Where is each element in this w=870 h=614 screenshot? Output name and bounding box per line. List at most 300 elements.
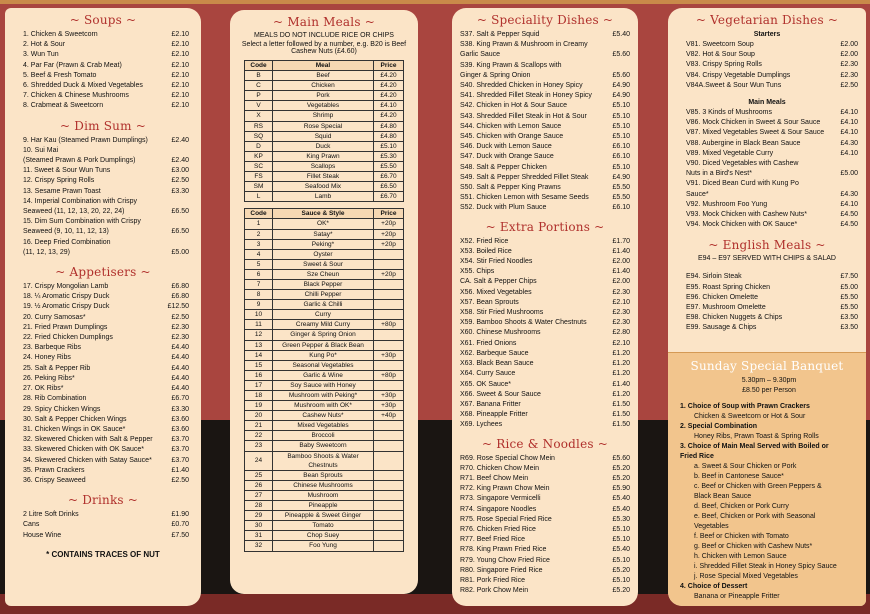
item-name: 19. ½ Aromatic Crispy Duck (23, 303, 110, 311)
menu-item (23, 292, 189, 302)
table-cell: 18 (245, 391, 273, 401)
table-row (245, 91, 404, 101)
main-note-rice: MEALS DO NOT INCLUDE RICE OR CHIPS (254, 32, 394, 39)
table-cell: Scallops (273, 161, 374, 171)
soups-list (5, 30, 201, 112)
banquet-line: Chicken & Sweetcorn or Hot & Sour (694, 413, 806, 420)
drinks-list (5, 510, 201, 541)
menu-item (460, 61, 630, 71)
item-price: £5.60 (612, 454, 630, 462)
item-name: X63. Black Bean Sauce (460, 360, 534, 368)
item-name: X65. OK Sauce* (460, 380, 511, 388)
item-name: S40. Shredded Chicken in Honey Spicy (460, 82, 583, 90)
item-name: E98. Chicken Nuggets & Chips (686, 314, 783, 322)
item-name: 15. Dim Sum Combination with Crispy (23, 218, 141, 226)
table-cell: Peking* (273, 239, 374, 249)
item-name: X59. Bamboo Shoots & Water Chestnuts (460, 319, 587, 327)
item-name: R81. Pork Fried Rice (460, 576, 525, 584)
menu-item (23, 61, 189, 71)
nut-note: * CONTAINS TRACES OF NUT (46, 549, 160, 559)
item-price: £3.00 (171, 167, 189, 175)
table-row (245, 320, 404, 330)
item-price (163, 197, 189, 207)
table-cell: Broccoli (273, 431, 374, 441)
table-cell: Soy Sauce with Honey (273, 380, 374, 390)
item-price: £1.40 (612, 380, 630, 388)
item-name: V87. Mixed Vegetables Sweet & Sour Sauce (686, 129, 825, 137)
table-cell (374, 279, 404, 289)
menu-item (460, 515, 630, 525)
menu-item (23, 71, 189, 81)
table-cell: Pineapple & Sweet Ginger (273, 511, 374, 521)
table-row (245, 81, 404, 91)
table-row (245, 219, 404, 229)
menu-item (23, 353, 189, 363)
item-price: £2.10 (171, 82, 189, 90)
menu-item (686, 272, 858, 282)
item-price: £2.30 (171, 334, 189, 342)
menu-item (460, 369, 630, 379)
table-row (245, 121, 404, 131)
menu-item (460, 545, 630, 555)
item-name: R73. Singapore Vermicelli (460, 495, 541, 503)
item-name: X56. Mixed Vegetables (460, 288, 532, 296)
item-price: £4.50 (840, 221, 858, 229)
item-name: 10. Sui Mai (23, 146, 59, 154)
table-row (245, 111, 404, 121)
table-cell: Vegetables (273, 101, 374, 111)
item-price: £1.40 (612, 247, 630, 255)
item-name: S47. Duck with Orange Sauce (460, 153, 554, 161)
menu-item (460, 122, 630, 132)
table-cell: Rose Special (273, 121, 374, 131)
meal-table (244, 60, 404, 202)
item-price: £5.10 (612, 556, 630, 564)
item-name: V93. Mock Chicken with Cashew Nuts* (686, 211, 807, 219)
table-cell (374, 490, 404, 500)
menu-item (23, 333, 189, 343)
table-cell: 22 (245, 431, 273, 441)
item-price: £2.10 (171, 92, 189, 100)
item-name: 16. Deep Fried Combination (23, 238, 111, 246)
table-cell: Tomato (273, 521, 374, 531)
menu-item (460, 328, 630, 338)
table-cell: 14 (245, 350, 273, 360)
table-row (245, 501, 404, 511)
item-price (832, 179, 858, 189)
item-price: £2.50 (171, 177, 189, 185)
veg-mains-list (668, 108, 866, 230)
menu-item (23, 323, 189, 333)
menu-item (23, 343, 189, 353)
menu-item (23, 466, 189, 476)
menu-item (686, 40, 858, 50)
item-name: 21. Fried Prawn Dumplings (23, 323, 108, 331)
menu-item (23, 156, 189, 166)
item-name: 1. Chicken & Sweetcorn (23, 31, 98, 38)
table-cell: £5.30 (374, 151, 404, 161)
menu-item (460, 152, 630, 162)
menu-item (460, 91, 630, 101)
item-name: R70. Chicken Chow Mein (460, 464, 539, 472)
item-name: House Wine (23, 531, 62, 539)
menu-item (23, 187, 189, 197)
item-price: £5.60 (612, 71, 630, 79)
menu-item (460, 556, 630, 566)
table-cell (374, 451, 404, 470)
menu-item (686, 293, 858, 303)
item-name: 17. Crispy Mongolian Lamb (23, 283, 109, 291)
panel-starters (5, 8, 201, 606)
menu-item (460, 566, 630, 576)
item-name: S45. Chicken with Orange Sauce (460, 133, 564, 141)
table-row (245, 249, 404, 259)
item-price: £1.50 (612, 421, 630, 429)
item-price: £2.10 (612, 298, 630, 306)
item-name: 35. Prawn Crackers (23, 466, 85, 474)
table-cell (374, 259, 404, 269)
table-row (245, 451, 404, 470)
table-cell: Bamboo Shoots & Water Chestnuts (273, 451, 374, 470)
veg-mains-heading: Main Meals (748, 99, 786, 107)
item-price: £4.10 (840, 200, 858, 208)
table-cell: £4.10 (374, 101, 404, 111)
table-cell: 6 (245, 269, 273, 279)
table-cell: 15 (245, 360, 273, 370)
table-cell (374, 249, 404, 259)
menu-item (23, 136, 189, 146)
item-name: 18. ¼ Aromatic Crispy Duck (23, 293, 110, 301)
table-cell: Curry (273, 310, 374, 320)
menu-item (460, 203, 630, 213)
item-price: £1.90 (171, 511, 189, 519)
menu-item (23, 146, 189, 156)
item-name: X68. Pineapple Fritter (460, 411, 528, 419)
table-cell: SM (245, 182, 273, 192)
menu-item (23, 166, 189, 176)
table-cell: +40p (374, 411, 404, 421)
item-price: £5.50 (612, 184, 630, 192)
item-name: V83. Crispy Spring Rolls (686, 61, 762, 69)
table-cell: £6.70 (374, 192, 404, 202)
item-price: £3.70 (171, 446, 189, 454)
table-cell: Black Pepper (273, 279, 374, 289)
menu-item (460, 247, 630, 257)
item-price (832, 159, 858, 169)
item-price: £2.10 (171, 61, 189, 69)
item-price: £4.10 (840, 129, 858, 137)
panel-main-meals (230, 10, 418, 594)
item-name: 32. Skewered Chicken with Salt & Pepper (23, 436, 153, 444)
table-cell (374, 480, 404, 490)
table-row (245, 380, 404, 390)
table-cell: Baby Sweetcorn (273, 441, 374, 451)
table-cell: 3 (245, 239, 273, 249)
menu-item (460, 101, 630, 111)
item-name: 31. Chicken Wings in OK Sauce* (23, 425, 126, 433)
item-price: £0.70 (171, 521, 189, 529)
table-row (245, 470, 404, 480)
main-meals-heading: ~ Main Meals ~ (273, 15, 375, 29)
table-cell: 4 (245, 249, 273, 259)
item-name: R82. Pork Chow Mein (460, 587, 529, 595)
table-row (245, 340, 404, 350)
item-name: E99. Sausage & Chips (686, 324, 757, 332)
table-cell: Garlic & Wine (273, 370, 374, 380)
item-price: £1.20 (612, 370, 630, 378)
item-name: X67. Banana Fritter (460, 400, 521, 408)
menu-item (460, 494, 630, 504)
table-row (245, 151, 404, 161)
table-cell: £4.20 (374, 81, 404, 91)
menu-item (460, 464, 630, 474)
table-cell: Squid (273, 131, 374, 141)
item-name: 2. Hot & Sour (23, 41, 66, 49)
table-row (245, 480, 404, 490)
menu-item (686, 169, 858, 179)
menu-item (686, 50, 858, 60)
menu-item (23, 282, 189, 292)
banquet-line: Vegetables (694, 523, 729, 530)
menu-item (23, 91, 189, 101)
table-cell: +20p (374, 269, 404, 279)
table-cell: FS (245, 172, 273, 182)
item-name: 28. Rib Combination (23, 395, 87, 403)
item-name: 20. Curry Samosas* (23, 313, 86, 321)
menu-item (460, 410, 630, 420)
item-name: S52. Duck with Plum Sauce (460, 204, 547, 212)
item-name: X64. Curry Sauce (460, 370, 516, 378)
item-name: R76. Chicken Fried Rice (460, 525, 536, 533)
menu-item (686, 200, 858, 210)
item-name: X66. Sweet & Sour Sauce (460, 390, 541, 398)
menu-item (23, 394, 189, 404)
item-price: £4.50 (840, 211, 858, 219)
item-price: £5.00 (840, 170, 858, 178)
table-row (245, 269, 404, 279)
item-name: X55. Chips (460, 268, 495, 276)
menu-item (23, 445, 189, 455)
table-cell: Pork (273, 91, 374, 101)
table-cell: 27 (245, 490, 273, 500)
table-row (245, 131, 404, 141)
item-name: R80. Singapore Fried Rice (460, 566, 543, 574)
menu-item (23, 435, 189, 445)
item-name: X58. Stir Fried Mushrooms (460, 309, 544, 317)
table-cell: RS (245, 121, 273, 131)
item-price: £2.50 (840, 81, 858, 89)
menu-item (686, 220, 858, 230)
item-name: R74. Singapore Noodles (460, 505, 537, 513)
table-cell: £5.10 (374, 141, 404, 151)
menu-item (23, 30, 189, 40)
menu-item (460, 237, 630, 247)
item-name: X54. Stir Fried Noodles (460, 258, 533, 266)
table-row (245, 290, 404, 300)
table-row (245, 71, 404, 81)
item-name: V86. Mock Chicken in Sweet & Sour Sauce (686, 119, 821, 127)
menu-item (460, 380, 630, 390)
menu-item (460, 71, 630, 81)
item-name: 12. Crispy Spring Rolls (23, 177, 95, 185)
menu-item (460, 163, 630, 173)
table-cell: Pineapple (273, 501, 374, 511)
rice-heading: ~ Rice & Noodles ~ (481, 436, 609, 451)
item-price: £4.40 (171, 364, 189, 372)
table-cell (374, 501, 404, 511)
meal-col-meal: Meal (273, 61, 374, 71)
item-price: £4.30 (840, 190, 858, 198)
menu-item (686, 303, 858, 313)
table-cell: 9 (245, 300, 273, 310)
table-cell: Mushroom with OK* (273, 401, 374, 411)
item-price: £6.10 (612, 143, 630, 151)
item-price: £6.10 (612, 204, 630, 212)
item-price: £5.20 (612, 587, 630, 595)
item-price: £1.40 (171, 466, 189, 474)
item-name: X62. Barbeque Sauce (460, 349, 529, 357)
veg-starters-list (668, 40, 866, 91)
table-cell (374, 421, 404, 431)
menu-item (460, 349, 630, 359)
menu-item (23, 364, 189, 374)
item-price: £5.60 (612, 51, 630, 59)
table-cell: V (245, 101, 273, 111)
table-row (245, 401, 404, 411)
menu-item (23, 405, 189, 415)
item-name: 29. Spicy Chicken Wings (23, 405, 101, 413)
table-cell: +30p (374, 401, 404, 411)
table-cell: 11 (245, 320, 273, 330)
banquet-line: Banana or Pineapple Fritter (694, 593, 780, 600)
menu-item (686, 159, 858, 169)
item-price: £5.00 (171, 248, 189, 256)
table-cell: 10 (245, 310, 273, 320)
item-name: 2 Litre Soft Drinks (23, 511, 79, 519)
menu-item (686, 60, 858, 70)
item-price: £5.10 (612, 133, 630, 141)
menu-item (460, 339, 630, 349)
sauce-col-style: Sauce & Style (273, 209, 374, 219)
item-name: V94. Mock Chicken with OK Sauce* (686, 221, 798, 229)
menu-item (460, 390, 630, 400)
item-name: S48. Salt & Pepper Chicken (460, 163, 547, 171)
item-name: V81. Sweetcorn Soup (686, 41, 754, 48)
item-price (163, 217, 189, 227)
table-cell: 29 (245, 511, 273, 521)
item-price: £2.30 (612, 319, 630, 327)
table-cell: £6.70 (374, 172, 404, 182)
table-row (245, 172, 404, 182)
item-name: R78. King Prawn Fried Rice (460, 546, 547, 554)
table-cell: +80p (374, 370, 404, 380)
banquet-line: Fried Rice (680, 453, 714, 460)
menu-item (23, 531, 189, 541)
table-cell: C (245, 81, 273, 91)
banquet-line: b. Beef in Cantonese Sauce* (694, 473, 784, 480)
table-cell: King Prawn (273, 151, 374, 161)
banquet-line: h. Chicken with Lemon Sauce (694, 553, 787, 560)
item-price: £4.10 (840, 149, 858, 157)
menu-item (23, 50, 189, 60)
table-cell: Garlic & Chilli (273, 300, 374, 310)
table-cell: D (245, 141, 273, 151)
appetisers-heading: ~ Appetisers ~ (55, 265, 151, 280)
item-price: £3.50 (840, 314, 858, 322)
table-cell: Cashew Nuts* (273, 411, 374, 421)
table-row (245, 279, 404, 289)
table-cell: +30p (374, 391, 404, 401)
table-cell: P (245, 91, 273, 101)
item-price: £5.10 (612, 122, 630, 130)
item-name: 33. Skewered Chicken with OK Sauce* (23, 446, 145, 454)
menu-item (686, 149, 858, 159)
table-cell: £4.20 (374, 111, 404, 121)
menu-item (460, 586, 630, 596)
item-price: £6.70 (171, 395, 189, 403)
item-price: £5.30 (612, 515, 630, 523)
item-price: £5.10 (612, 576, 630, 584)
veg-heading: ~ Vegetarian Dishes ~ (695, 13, 839, 27)
table-cell: Creamy Mild Curry (273, 320, 374, 330)
item-price: £2.30 (171, 323, 189, 331)
item-price (163, 146, 189, 156)
table-cell: 16 (245, 370, 273, 380)
item-name: X57. Bean Sprouts (460, 298, 519, 306)
item-price: £12.50 (167, 303, 189, 311)
table-row (245, 239, 404, 249)
table-cell: 21 (245, 421, 273, 431)
menu-item (23, 456, 189, 466)
menu-item (460, 183, 630, 193)
appetisers-list (5, 282, 201, 486)
item-price: £2.00 (612, 278, 630, 286)
item-price: £2.50 (171, 313, 189, 321)
dimsum-list (5, 136, 201, 258)
table-cell: Chop Suey (273, 531, 374, 541)
item-price: £2.40 (171, 136, 189, 144)
table-cell: 26 (245, 480, 273, 490)
banquet-line: f. Beef or Chicken with Tomato (694, 533, 789, 540)
table-cell: Mixed Vegetables (273, 421, 374, 431)
table-row (245, 370, 404, 380)
item-price: £6.10 (612, 153, 630, 161)
item-price: £3.70 (171, 456, 189, 464)
table-cell: 30 (245, 521, 273, 531)
table-cell: +20p (374, 219, 404, 229)
item-price (163, 238, 189, 248)
menu-item (460, 30, 630, 40)
table-cell (374, 330, 404, 340)
item-price: £4.10 (840, 109, 858, 117)
item-price: £6.80 (171, 293, 189, 301)
table-cell: £4.80 (374, 131, 404, 141)
banquet-heading: Sunday Special Banquet (690, 359, 844, 373)
item-price: £4.40 (171, 354, 189, 362)
veg-starters-heading: Starters (753, 31, 781, 38)
table-cell: 25 (245, 470, 273, 480)
item-price: £1.50 (612, 411, 630, 419)
sauce-col-price: Price (374, 209, 404, 219)
item-name: 13. Sesame Prawn Toast (23, 187, 101, 195)
table-cell: Sze Cheun (273, 269, 374, 279)
item-name: V88. Aubergine in Black Bean Sauce (686, 139, 801, 147)
menu-item (23, 197, 189, 207)
top-border (0, 0, 870, 4)
item-price: £1.40 (612, 268, 630, 276)
item-price: £2.10 (171, 102, 189, 110)
menu-item (23, 313, 189, 323)
